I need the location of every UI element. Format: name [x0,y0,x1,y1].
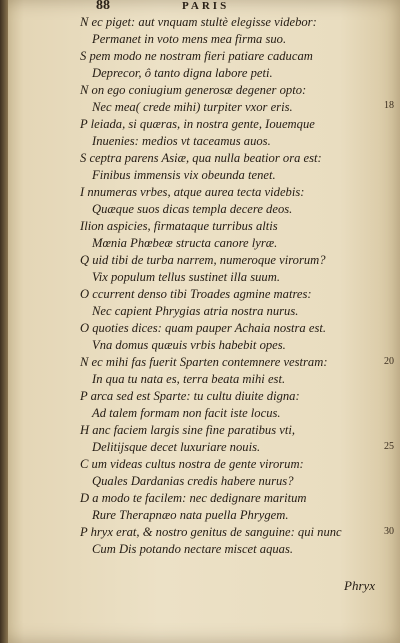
verse-line: N on ego coniugium generosæ degener opto: [80,83,307,97]
running-head: PARIS [182,0,230,12]
verse-line: Q uid tibi de turba narrem, numeroque virorum? [80,253,326,267]
verse-line: Cum Dis potando nectare miscet aquas. [92,542,294,556]
verse-line: Quæque suos dicas templa decere deos. [92,202,293,216]
binding-gutter [0,0,8,643]
verse-line: Nec capient Phrygias atria nostra nurus. [92,304,299,318]
verse-line: Rure Therapnæo nata puella Phrygem. [92,508,289,522]
verse-line: N ec mihi fas fuerit Sparten contemnere vestram: [80,355,328,369]
verse-line: S ceptra parens Asiæ, qua nulla beatior ora est: [80,151,322,165]
verse-line: Ilion aspicies, firmataque turribus altis [80,219,278,233]
verse-line: P leiada, si quæras, in nostra gente, Iouemque [80,117,315,131]
verse-line: Delitijsque decet luxuriare nouis. [92,440,261,454]
page-header [96,0,396,14]
verse-line: P arca sed est Sparte: tu cultu diuite digna: [80,389,300,403]
verse-line: Quales Dardanias credis habere nurus? [92,474,294,488]
verse-text-block [80,14,392,558]
verse-line: Mœnia Phœbeæ structa canore lyræ. [92,236,278,250]
verse-line: Ad talem formam non facit iste locus. [92,406,281,420]
verse-line: C um videas cultus nostra de gente virorum: [80,457,304,471]
verse-line: N ec piget: aut vnquam stultè elegisse videbor: [80,15,317,29]
verse-line: D a modo te facilem: nec dedignare maritum [80,491,307,505]
margin-line-number: 18 [384,100,394,111]
verse-line: Vix populum tellus sustinet illa suum. [92,270,280,284]
verse-line: Inuenies: medios vt taceamus auos. [92,134,271,148]
verse-line: S pem modo ne nostram fieri patiare caducam [80,49,313,63]
verse-line: In qua tu nata es, terra beata mihi est. [92,372,286,386]
verse-line: Finibus immensis vix obeunda tenet. [92,168,276,182]
verse-line: Vna domus quæuis vrbis habebit opes. [92,338,286,352]
verse-line: Permanet in voto mens mea firma suo. [92,32,287,46]
page-number: 88 [96,0,110,13]
margin-line-number: 30 [384,526,394,537]
verse-line: P hryx erat, & nostro genitus de sanguine: qui nunc [80,525,342,539]
margin-line-number: 25 [384,441,394,452]
verse-line: H anc faciem largis sine fine paratibus vti, [80,423,296,437]
catchword: Phryx [344,578,376,593]
verse-line: Deprecor, ô tanto digna labore peti. [92,66,273,80]
verse-line: O ccurrent denso tibi Troades agmine matres: [80,287,312,301]
margin-line-number: 20 [384,356,394,367]
verse-line: I nnumeras vrbes, atque aurea tecta videbis: [80,185,305,199]
verse-line: O quoties dices: quam pauper Achaia nostra est. [80,321,327,335]
verse-line: Nec mea( crede mihi) turpiter vxor eris. [92,100,293,114]
